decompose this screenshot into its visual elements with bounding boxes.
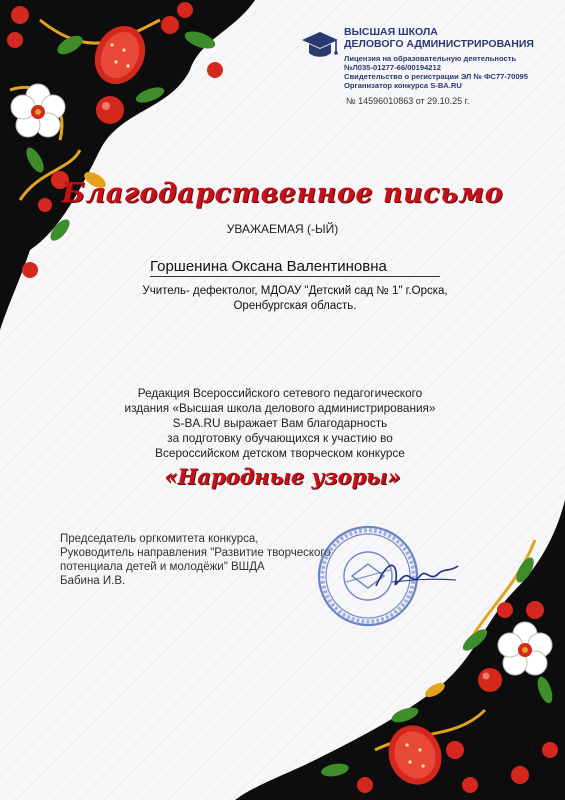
license-line-1: Лицензия на образовательную деятельность — [344, 54, 517, 63]
signer-block — [60, 532, 331, 588]
body-line-3: S-BA.RU выражает Вам благодарность — [172, 416, 388, 430]
license-line-2: №Л035-01277-66/00194212 — [344, 63, 441, 72]
registration-line: Свидетельство о регистрации ЭЛ № ФС77-70095 — [344, 72, 528, 81]
org-name-line-2: ДЕЛОВОГО АДМИНИСТРИРОВАНИЯ — [344, 38, 534, 50]
khokhloma-ornament-top-left — [0, 0, 270, 330]
position-line-1: Учитель- дефектолог, МДОАУ "Детский сад № 1" г.Орска, — [142, 285, 448, 297]
position-line-2: Оренбургская область. — [233, 300, 357, 312]
signer-line-4: Бабина И.В. — [60, 575, 126, 587]
document-title: Благодарственное письмо — [61, 178, 504, 209]
signer-line-2: Руководитель направления "Развитие творческого — [60, 547, 331, 559]
organizer-line: Организатор конкурса S-BA.RU — [344, 81, 462, 90]
handwritten-signature — [372, 556, 462, 596]
body-line-4: за подготовку обучающихся к участию во — [167, 431, 393, 445]
body-line-5: Всероссийском детском творческом конкурсе — [155, 446, 405, 460]
graduation-cap-icon — [300, 28, 340, 62]
signer-line-1: Председатель оргкомитета конкурса, — [60, 533, 259, 545]
gratitude-text — [90, 386, 470, 461]
body-line-1: Редакция Всероссийского сетевого педагогического — [137, 386, 423, 400]
recipient-position — [130, 284, 460, 314]
signer-line-3: потенциала детей и молодёжи" ВШДА — [60, 561, 265, 573]
body-line-2: издания «Высшая школа делового администрирования» — [124, 401, 436, 415]
contest-name: «Народные узоры» — [164, 464, 401, 489]
salutation: УВАЖАЕМАЯ (-ЫЙ) — [226, 222, 339, 236]
recipient-name: Горшенина Оксана Валентиновна — [150, 258, 440, 277]
document-number: № 14596010863 от 29.10.25 г. — [346, 96, 470, 106]
org-name-line-1: ВЫСШАЯ ШКОЛА — [344, 26, 438, 38]
